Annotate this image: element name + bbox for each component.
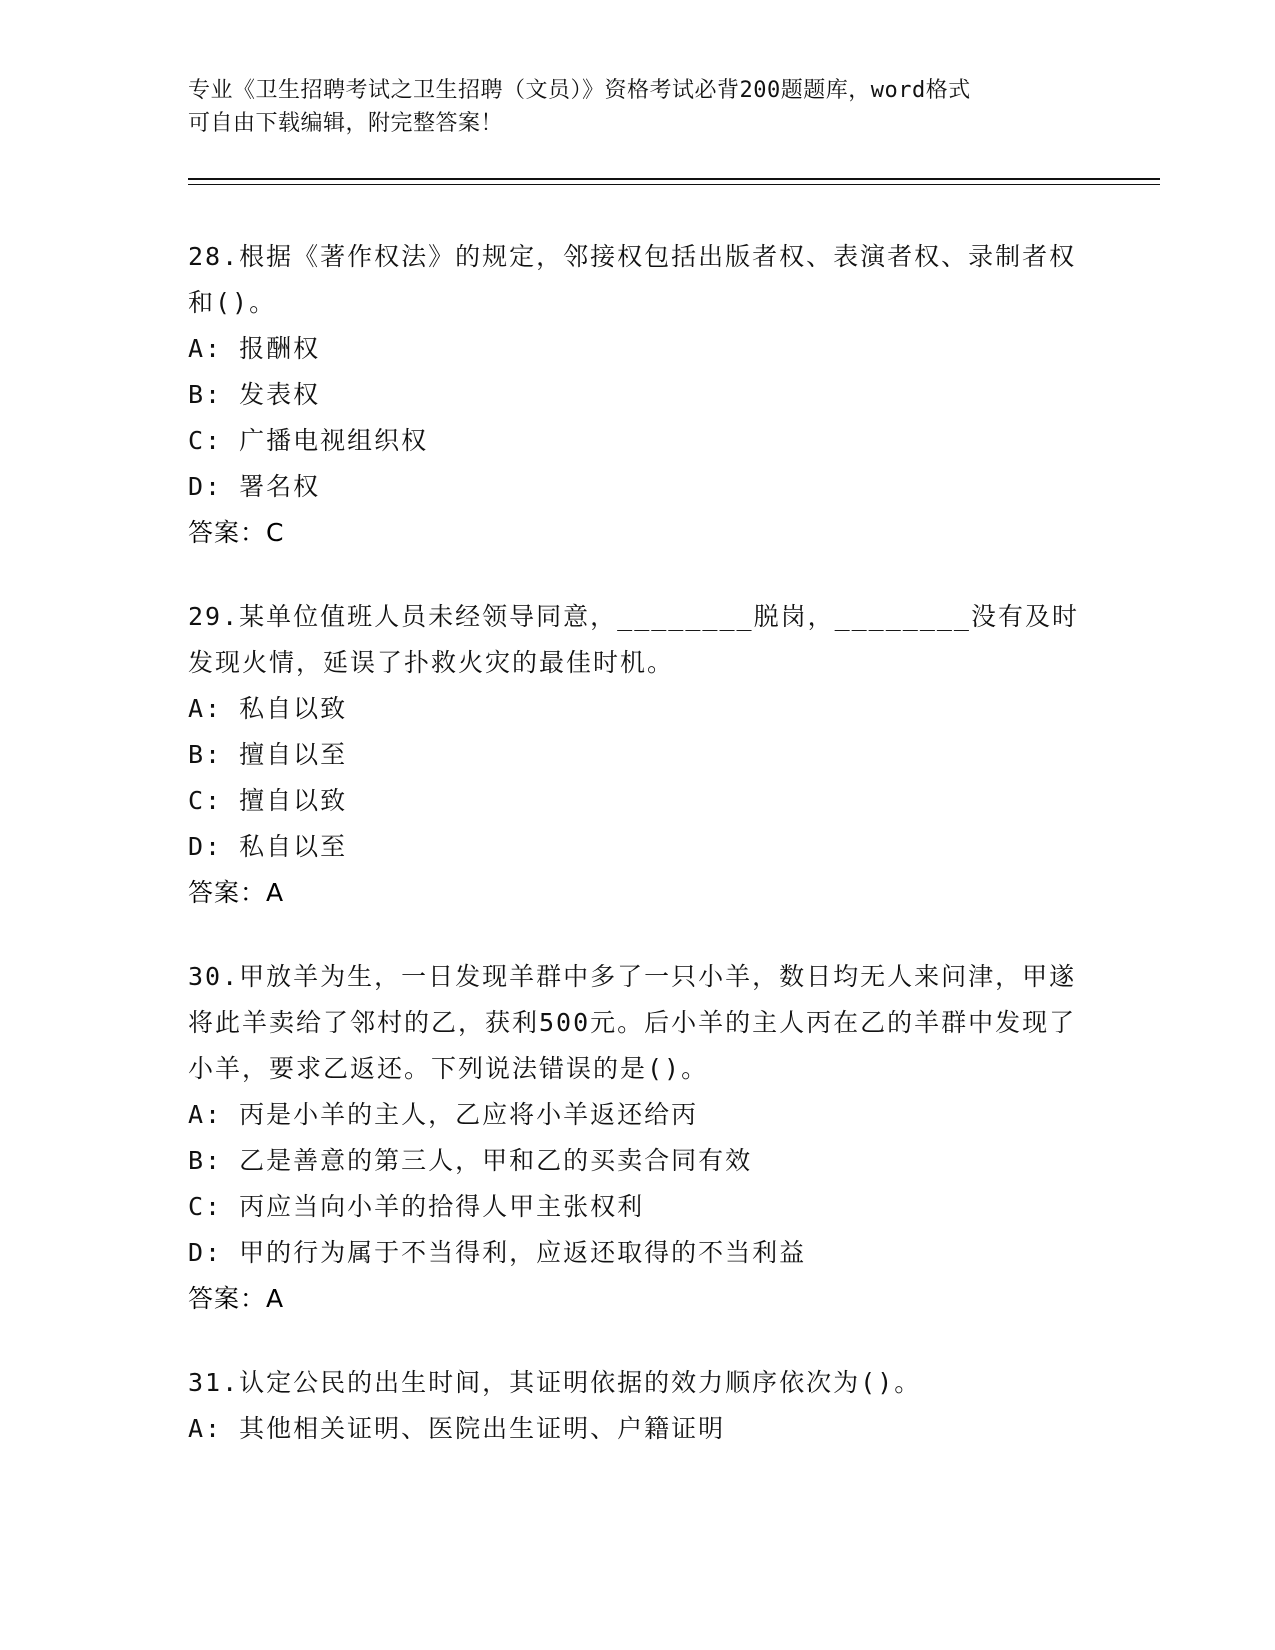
option-b: B: 乙是善意的第三人，甲和乙的买卖合同有效 — [188, 1146, 753, 1175]
option-c: C: 丙应当向小羊的拾得人甲主张权利 — [188, 1192, 645, 1221]
header-line-1: 专业《卫生招聘考试之卫生招聘（文员）》资格考试必背200题题库，word格式 — [188, 78, 971, 103]
option-a: A: 私自以致 — [188, 694, 348, 723]
question-stem: 31.认定公民的出生时间，其证明依据的效力顺序依次为()。 — [188, 1368, 922, 1397]
option-b: B: 发表权 — [188, 380, 321, 409]
option-a: A: 丙是小羊的主人，乙应将小羊返还给丙 — [188, 1100, 699, 1129]
answer: 答案：C — [188, 518, 285, 547]
option-d: D: 署名权 — [188, 472, 321, 501]
answer: 答案：A — [188, 1284, 285, 1313]
question-stem: 30.甲放羊为生，一日发现羊群中多了一只小羊，数日均无人来问津，甲遂将此羊卖给了邻村的乙，获利500元。后小羊的主人丙在乙的羊群中发现了小羊，要求乙返还。下列说法错误的是()。 — [188, 962, 1077, 1083]
option-d: D: 甲的行为属于不当得利，应返还取得的不当利益 — [188, 1238, 807, 1267]
question-28 — [188, 234, 1088, 556]
question-stem: 29.某单位值班人员未经领导同意，________脱岗，________没有及时发现火情，延误了扑救火灾的最佳时机。 — [188, 602, 1079, 677]
option-a: A: 报酬权 — [188, 334, 321, 363]
document-header — [188, 74, 1088, 140]
option-a: A: 其他相关证明、医院出生证明、户籍证明 — [188, 1414, 726, 1443]
option-b: B: 擅自以至 — [188, 740, 348, 769]
header-line-2: 可自由下载编辑，附完整答案！ — [188, 111, 504, 136]
question-30 — [188, 954, 1088, 1322]
option-d: D: 私自以至 — [188, 832, 348, 861]
header-divider-thin — [188, 184, 1160, 185]
option-c: C: 广播电视组织权 — [188, 426, 429, 455]
option-c: C: 擅自以致 — [188, 786, 348, 815]
question-stem: 28.根据《著作权法》的规定，邻接权包括出版者权、表演者权、录制者权和()。 — [188, 242, 1077, 317]
answer: 答案：A — [188, 878, 285, 907]
header-divider-thick — [188, 178, 1160, 180]
question-list — [188, 234, 1088, 1490]
question-29 — [188, 594, 1088, 916]
question-31 — [188, 1360, 1088, 1452]
